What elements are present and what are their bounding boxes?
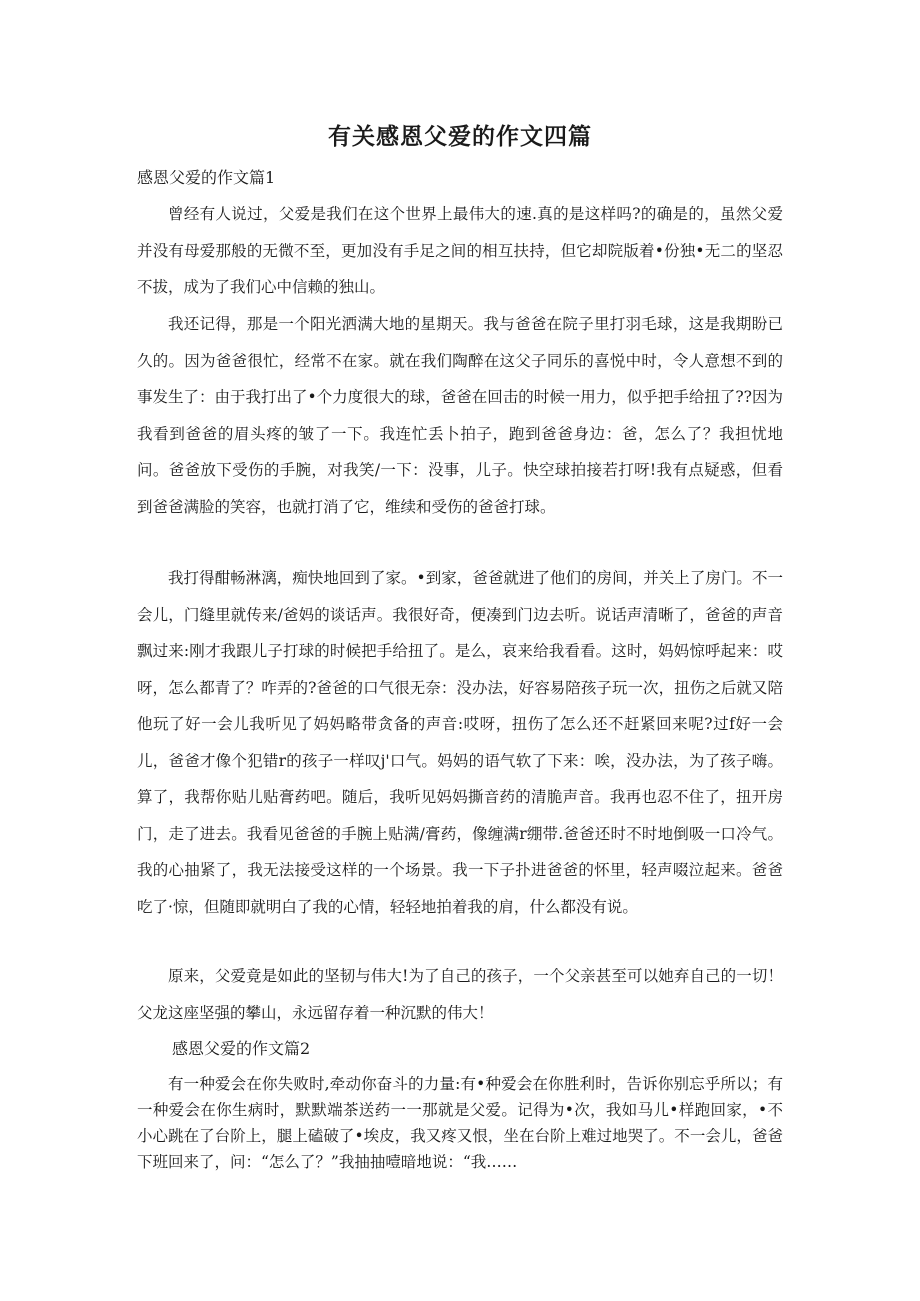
section-heading-2: 感恩父爱的作文篇2	[172, 1039, 311, 1058]
paragraph: 我还记得，那是一个阳光洒满大地的星期天。我与爸爸在院子里打羽毛球，这是我期盼已久的。因为爸爸很忙，经常不在家。就在我们陶醉在这父子同乐的喜悦中时，令人意想不到的事发生了：由于我打出了•个力度很大的球，爸爸在回击的时候一用力，似乎把手给扭了??因为我看到爸爸的眉头疼的皱了一下。我连忙丢卜拍子，跑到爸爸身边：爸，怎么了？我担忧地问。爸爸放下受伤的手腕，对我笑/一下：没事，儿子。快空球拍接若打呀!我有点疑惑，但看到爸爸满脸的笑容，也就打消了它，维续和受伤的爸爸打球。	[137, 315, 783, 516]
paragraph: 有一种爱会在你失败时,牵动你奋斗的力量:有•种爱会在你胜利时，告诉你别忘乎所以；有一种爱会在你生病时，默默端茶送药一一那就是父爱。记得为•次，我如马儿•样跑回家，•不小心跳在了台阶上，腿上磕破了•埃皮，我又疼又恨，坐在台阶上难过地哭了。不一会儿，爸爸下班回来了，问：“怎么了？”我抽抽噎暗地说：“我……	[137, 1075, 783, 1171]
paragraph: 曾经有人说过，父爱是我们在这个世界上最伟大的速.真的是这样吗?的确是的，虽然父爱并没有母爱那般的无微不至，更加没有手足之间的相互扶持，但它却院版着•份独•无二的坚忍不拔，成为了我们心中信赖的独山。	[137, 205, 783, 296]
section-heading-1: 感恩父爱的作文篇1	[137, 168, 276, 187]
document-title: 有关感恩父爱的作文四篇	[328, 124, 592, 150]
paragraph: 我打得酣畅淋漓，痴快地回到了家。•到家，爸爸就进了他们的房间，并关上了房门。不一会儿，门缝里就传来/爸妈的谈话声。我很好奇，便凑到门边去听。说话声清晰了，爸爸的声音飘过来:刚才我跟儿子打球的时候把手给扭了。是么，哀来给我看看。这时，妈妈惊呼起来：哎呀，怎么都青了？咋弄的?爸爸的口气很无奈：没办法，好容易陪孩子玩一次，扭伤之后就又陪他玩了好一会儿我听见了妈妈略带贪备的声音:哎呀，扭伤了怎么还不赶紧回来呢?过f好一会儿，爸爸才像个犯错r的孩子一样叹j'口气。妈妈的语气软了下来：唉，没办法，为了孩子嗨。算了，我帮你贴儿贴膏药吧。随后，我听见妈妈撕音药的清脆声音。我再也忍不住了，扭开房门，走了进去。我看见爸爸的手腕上贴满/膏药，像缠满r绷带.爸爸还时不时地倒吸一口冷气。我的心抽紧了，我无法接受这样的一个场景。我一下子扑进爸爸的怀里，轻声啜泣起来。爸爸吃了·惊，但随即就明白了我的心情，轻轻地拍着我的肩，什么都没有说。	[137, 569, 783, 916]
paragraph: 原来，父爱竟是如此的坚韧与伟大!为了自己的孩子，一个父亲甚至可以她弃自己的一切！父龙这座坚强的攀山，永远留存着一种沉默的伟大！	[137, 967, 783, 1022]
